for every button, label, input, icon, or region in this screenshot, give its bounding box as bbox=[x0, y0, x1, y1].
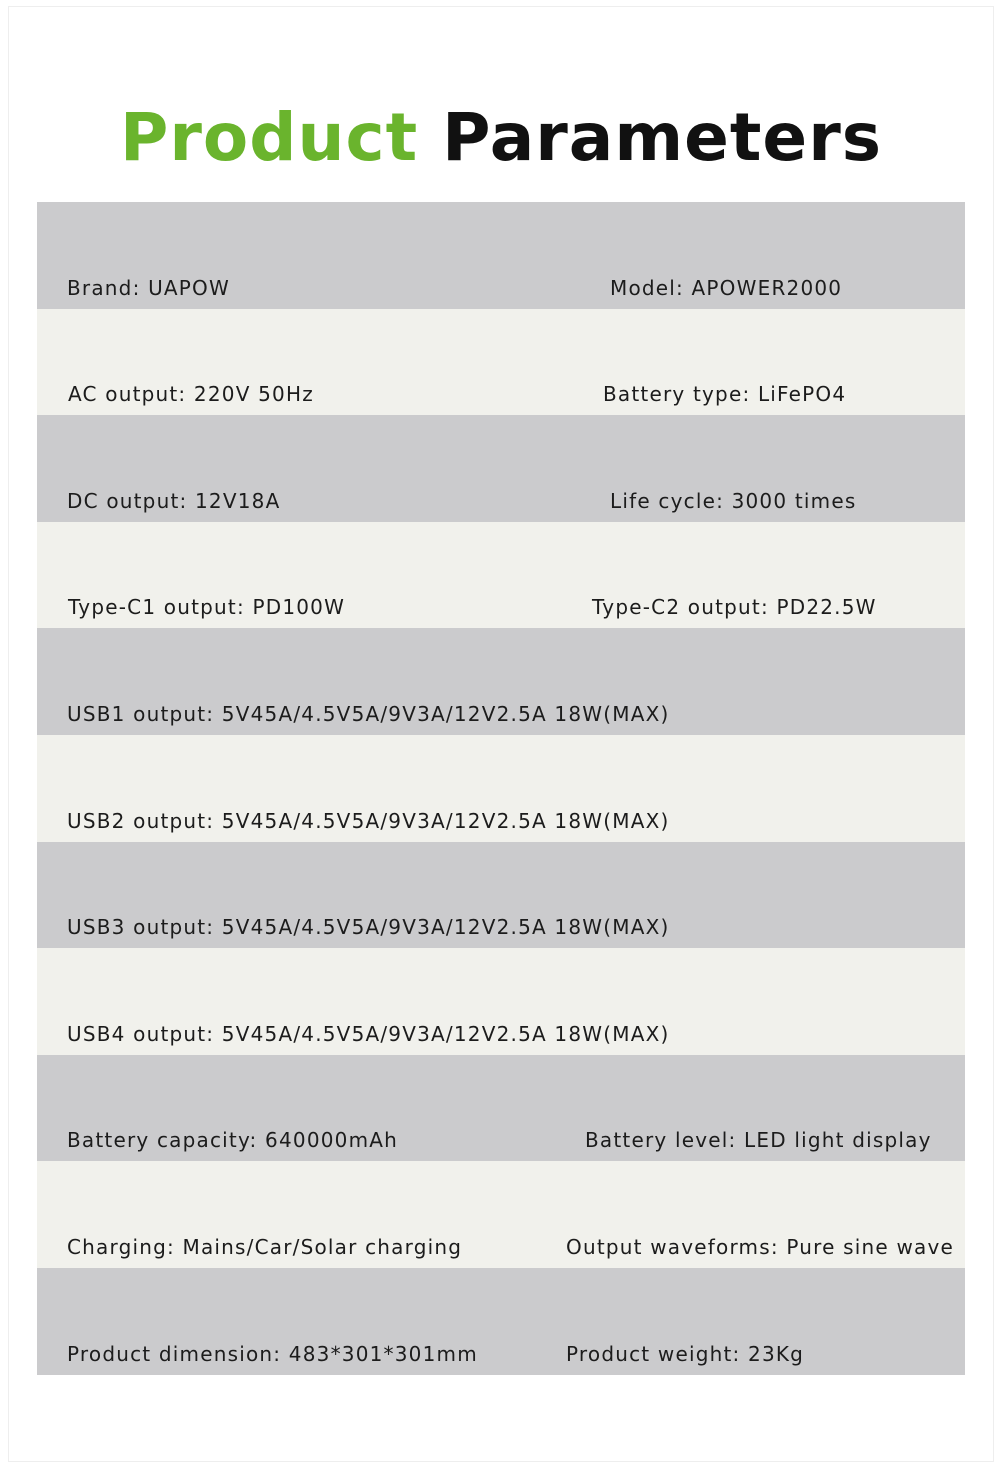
param-row-usb1 bbox=[37, 628, 965, 735]
param-row-brand bbox=[37, 202, 965, 309]
param-ac-output: AC output: 220V 50Hz bbox=[68, 382, 314, 407]
param-brand: Brand: UAPOW bbox=[67, 275, 230, 300]
param-type-c2-output: Type-C2 output: PD22.5W bbox=[592, 595, 877, 620]
param-model: Model: APOWER2000 bbox=[610, 275, 843, 300]
param-row-usb4 bbox=[37, 948, 965, 1055]
param-product-weight: Product weight: 23Kg bbox=[566, 1341, 805, 1366]
param-row-ac-output bbox=[37, 309, 965, 416]
param-charging: Charging: Mains/Car/Solar charging bbox=[67, 1234, 463, 1259]
param-row-dc-output bbox=[37, 415, 965, 522]
param-row-usb3 bbox=[37, 842, 965, 949]
param-usb1-output: USB1 output: 5V45A/4.5V5A/9V3A/12V2.5A 18W(MAX) bbox=[67, 701, 670, 726]
param-output-waveforms: Output waveforms: Pure sine wave bbox=[566, 1234, 955, 1259]
param-life-cycle: Life cycle: 3000 times bbox=[610, 488, 857, 513]
param-battery-capacity: Battery capacity: 640000mAh bbox=[67, 1128, 399, 1153]
param-usb4-output: USB4 output: 5V45A/4.5V5A/9V3A/12V2.5A 18W(MAX) bbox=[67, 1021, 670, 1046]
param-product-dimension: Product dimension: 483*301*301mm bbox=[67, 1341, 478, 1366]
param-type-c1-output: Type-C1 output: PD100W bbox=[68, 595, 346, 620]
param-row-charging bbox=[37, 1161, 965, 1268]
param-dc-output: DC output: 12V18A bbox=[67, 488, 281, 513]
title-main-word: Parameters bbox=[442, 99, 883, 176]
param-row-usb2 bbox=[37, 735, 965, 842]
param-row-type-c bbox=[37, 522, 965, 629]
param-battery-type: Battery type: LiFePO4 bbox=[603, 382, 847, 407]
param-usb3-output: USB3 output: 5V45A/4.5V5A/9V3A/12V2.5A 18W(MAX) bbox=[67, 915, 670, 940]
param-battery-level: Battery level: LED light display bbox=[585, 1128, 932, 1153]
parameters-table bbox=[37, 202, 965, 1375]
title-accent-word: Product bbox=[119, 99, 419, 176]
page-title bbox=[0, 100, 1002, 176]
param-row-dimension bbox=[37, 1268, 965, 1375]
param-row-battery bbox=[37, 1055, 965, 1162]
param-usb2-output: USB2 output: 5V45A/4.5V5A/9V3A/12V2.5A 18W(MAX) bbox=[67, 808, 670, 833]
